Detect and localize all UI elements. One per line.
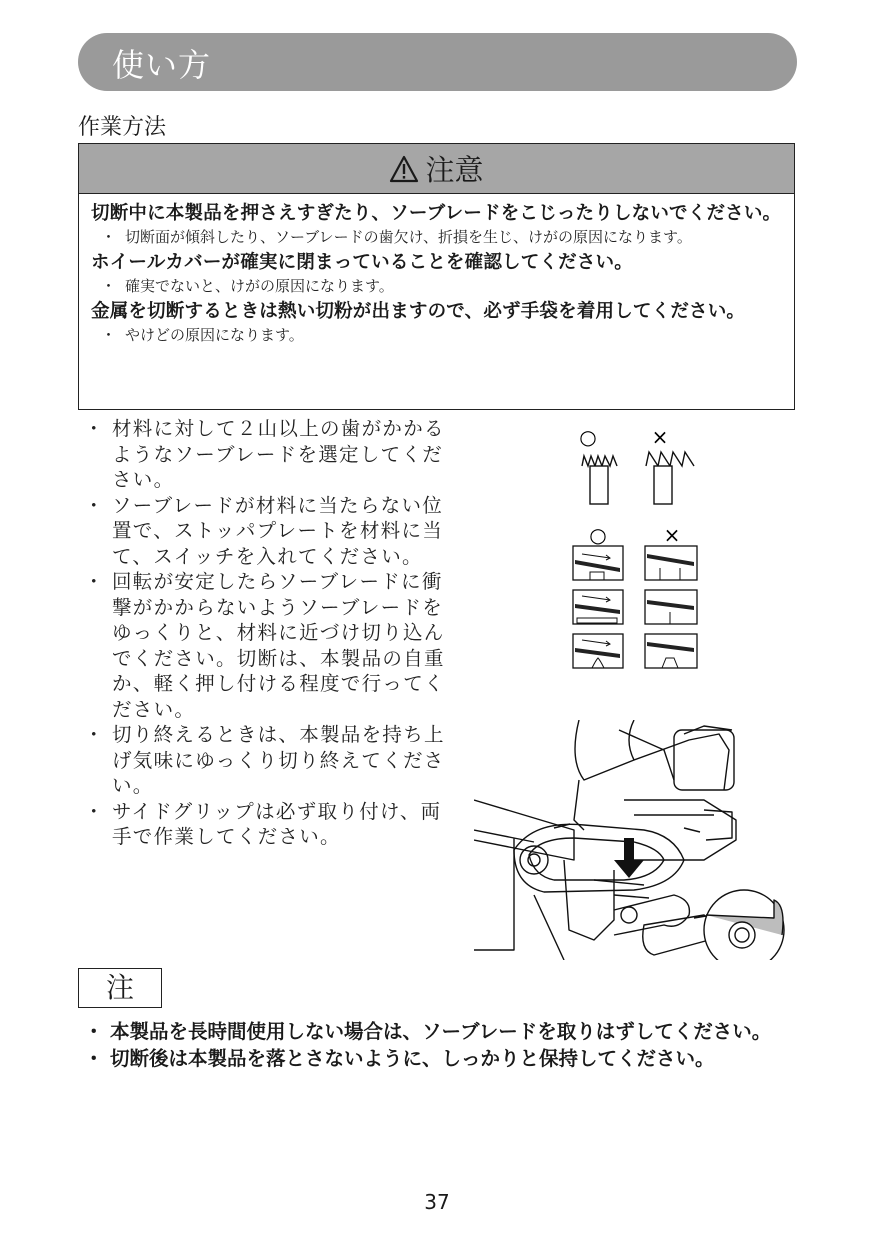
list-item: ・ サイドグリップは必ず取り付け、両手で作業してください。 [84,799,442,848]
clamping-examples-figure [568,524,708,674]
good-mark: ○ [579,425,597,449]
caution-detail-3: ・ やけどの原因になります。 [101,326,304,344]
list-item: ・ 切断後は本製品を落とさないように、しっかりと保持してください。 [84,1047,715,1070]
good-mark: ○ [589,524,607,547]
bad-mark: × [651,425,669,449]
page-title: 使い方 [112,46,212,84]
page-number: 37 [424,1190,450,1214]
caution-item-1: 切断中に本製品を押さえすぎたり、ソーブレードをこじったりしないでください。 [91,203,782,224]
section-title: 作業方法 [78,115,167,140]
list-item: ・ 切り終えるときは、本製品を持ち上げ気味にゆっくり切り終えてください。 [84,723,445,797]
teeth-engagement-figure [570,422,710,512]
caution-header [79,144,794,194]
procedure-list [84,416,462,850]
caution-item-2: ホイールカバーが確実に閉まっていることを確認してください。 [91,252,633,273]
caution-label: 注意 [425,153,484,187]
caution-item-3: 金属を切断するときは熱い切粉が出ますので、必ず手袋を着用してください。 [91,301,746,322]
warning-triangle-icon [389,155,419,183]
section-header-bar [78,33,797,91]
note-list [84,1018,771,1072]
list-item: ・ 回転が安定したらソーブレードに衝撃がかからないようソーブレードをゆっくりと、材料に近づけ切り込んでください。切断は、本製品の自重か、軽く押し付ける程度で行ってください。 [84,570,445,721]
caution-detail-1: ・ 切断面が傾斜したり、ソーブレードの歯欠け、折損を生じ、けがの原因になります。 [101,228,692,246]
caution-box [78,143,795,410]
caution-body [79,194,794,346]
list-item: ・ 本製品を長時間使用しない場合は、ソーブレードを取りはずしてください。 [84,1020,772,1043]
list-item: ・ 材料に対して２山以上の歯がかかるようなソーブレードを選定してください。 [84,417,445,491]
list-item: ・ ソーブレードが材料に当たらない位置で、ストッパプレートを材料に当て、スイッチを入れてください。 [84,493,444,568]
note-label-box: 注 [78,968,162,1008]
caution-detail-2: ・ 確実でないと、けがの原因になります。 [101,277,394,295]
bad-mark: × [663,524,681,547]
cutting-operation-illustration [474,720,794,960]
